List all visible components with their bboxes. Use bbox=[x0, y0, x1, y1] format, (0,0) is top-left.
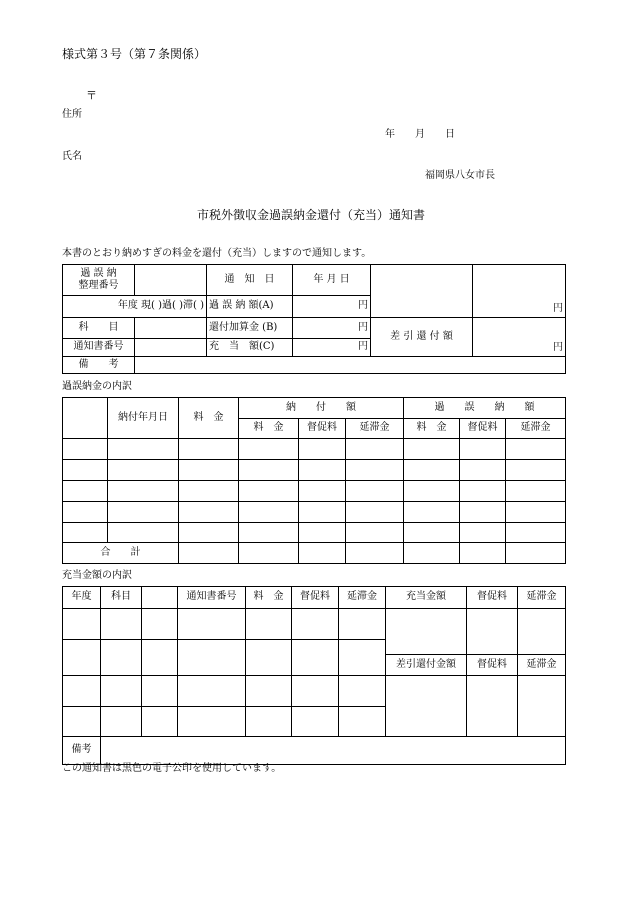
group-nofu: 納 付 額 bbox=[239, 398, 404, 419]
table-row bbox=[63, 523, 566, 543]
juto-label: 充 当 額(C) bbox=[207, 339, 293, 357]
nendo-label: 年度 現( )過( )滞( ) bbox=[63, 296, 207, 318]
col-sashihiki-tokusoku: 督促料 bbox=[467, 655, 518, 676]
kanpu-yen: 円 bbox=[293, 318, 371, 339]
total-row bbox=[63, 543, 566, 564]
seiri-label: 過 誤 納 整理番号 bbox=[63, 265, 135, 296]
name-label: 氏名 bbox=[62, 151, 82, 162]
kagonou-tokusoku: 督促料 bbox=[460, 419, 506, 439]
sashihiki-yen-top: 円 bbox=[473, 265, 566, 318]
kagonou-table bbox=[62, 397, 566, 564]
table-row bbox=[63, 481, 566, 502]
juto-amount-cell bbox=[386, 609, 467, 655]
col-sashihiki-entai: 延滞金 bbox=[518, 655, 566, 676]
kagonou-heading: 過誤納金の内訳 bbox=[62, 381, 132, 392]
group-kagonou: 過 誤 納 額 bbox=[404, 398, 566, 419]
sashihiki-entai-cell bbox=[518, 676, 566, 737]
kagoto-yen: 円 bbox=[293, 296, 371, 318]
document-title: 市税外徴収金過誤納金還付（充当）通知書 bbox=[197, 208, 426, 222]
nofu-tokusoku: 督促料 bbox=[299, 419, 346, 439]
juto-biko-value bbox=[101, 737, 566, 765]
sashihiki-label: 差 引 還 付 額 bbox=[371, 318, 473, 357]
sashihiki-blank bbox=[371, 265, 473, 318]
nofu-ryokin: 料 金 bbox=[239, 419, 299, 439]
table-row bbox=[63, 439, 566, 460]
kagonou-entai: 延滞金 bbox=[506, 419, 566, 439]
col-juto-entai: 延滞金 bbox=[518, 587, 566, 609]
kamoku-value bbox=[135, 318, 207, 339]
biko-value bbox=[135, 357, 566, 374]
juto-yen: 円 bbox=[293, 339, 371, 357]
sashihiki-tokusoku-cell bbox=[467, 676, 518, 737]
col-juto-tokusoku: 督促料 bbox=[467, 587, 518, 609]
tsuchisho-value bbox=[135, 339, 207, 357]
col-nendo: 年度 bbox=[63, 587, 101, 609]
col-tsuchisho: 通知書番号 bbox=[178, 587, 246, 609]
kanpu-label: 還付加算金 (B) bbox=[207, 318, 293, 339]
juto-tokusoku-cell bbox=[467, 609, 518, 655]
kagonou-blank-header bbox=[63, 398, 108, 439]
col-sashihiki: 差引還付金額 bbox=[386, 655, 467, 676]
postal-mark: 〒 bbox=[86, 89, 97, 102]
col-kamoku: 科目 bbox=[101, 587, 142, 609]
notice-date-value: 年 月 日 bbox=[293, 265, 371, 296]
form-number: 様式第３号（第７条関係） bbox=[62, 47, 207, 61]
juto-entai-cell bbox=[518, 609, 566, 655]
summary-table bbox=[62, 264, 566, 374]
address-label: 住所 bbox=[62, 109, 82, 120]
table-row bbox=[63, 502, 566, 523]
biko-label: 備 考 bbox=[63, 357, 135, 374]
table-row bbox=[63, 460, 566, 481]
col-entai: 延滞金 bbox=[339, 587, 386, 609]
notice-date-label: 通 知 日 bbox=[207, 265, 293, 296]
intro-text: 本書のとおり納めすぎの料金を還付（充当）しますので通知します。 bbox=[62, 248, 372, 259]
total-label: 合 計 bbox=[63, 543, 179, 564]
kagoto-label: 過 誤 納 額(A) bbox=[207, 296, 293, 318]
col-tokusoku: 督促料 bbox=[292, 587, 339, 609]
col-juto-amount: 充当金額 bbox=[386, 587, 467, 609]
sashihiki-amount-cell bbox=[386, 676, 467, 737]
juto-biko-label: 備考 bbox=[63, 737, 101, 765]
footer-note: この通知書は黒色の電子公印を使用しています。 bbox=[62, 763, 282, 774]
col-blank bbox=[142, 587, 178, 609]
col-ryokin: 料 金 bbox=[246, 587, 292, 609]
tsuchisho-label: 通知書番号 bbox=[63, 339, 135, 357]
nofu-entai: 延滞金 bbox=[346, 419, 404, 439]
kamoku-label: 科 目 bbox=[63, 318, 135, 339]
date-line: 年 月 日 bbox=[385, 129, 455, 140]
col-ryokin: 料 金 bbox=[179, 398, 239, 439]
juto-heading: 充当金額の内訳 bbox=[62, 570, 132, 581]
seiri-value bbox=[135, 265, 207, 296]
juto-table bbox=[62, 586, 566, 765]
issuer: 福岡県八女市長 bbox=[425, 170, 495, 181]
col-date: 納付年月日 bbox=[108, 398, 179, 439]
sashihiki-yen: 円 bbox=[473, 318, 566, 357]
kagonou-ryokin: 料 金 bbox=[404, 419, 460, 439]
table-row bbox=[63, 609, 566, 640]
